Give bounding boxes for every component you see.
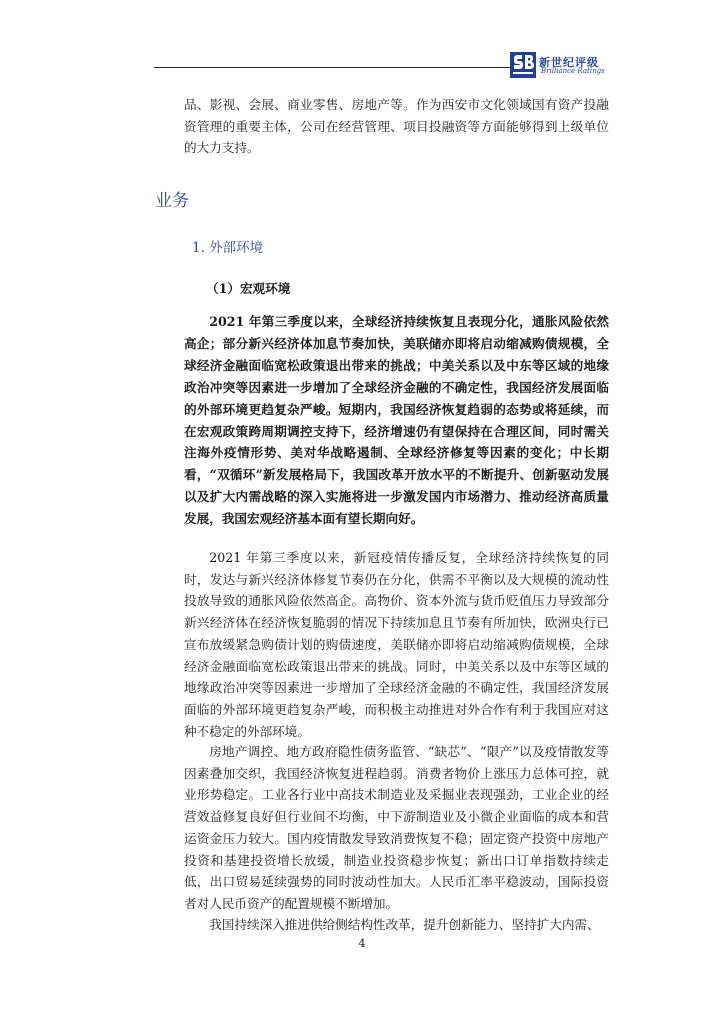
subsubsection-title: （1）宏观环境 bbox=[206, 281, 291, 296]
body-paragraph: 房地产调控、地方政府隐性债务监管、“缺芯”、“限产”以及疫情散发等因素叠加交织，我国经济恢复进程趋弱。消费者物价上涨压力总体可控，就业形势稳定。工业各行业中高技术制造业及采掘业表现强劲，工业企业的经营效益修复良好但行业间不均衡，中下游制造业及小微企业面临的成本和营运资金压力较大。国内疫情散发导致消费恢复不稳；固定资产投资中房地产投资和基建投资增长放缓，制造业投资稳步恢复；新出口订单指数持续走低，出口贸易延续强势的同时波动性加大。人民币汇率平稳波动，国际投资者对人民币资产的配置规模不断增加。 bbox=[184, 744, 609, 911]
section-title: 业务 bbox=[155, 191, 189, 211]
logo-chinese-text: 新世纪评级 bbox=[539, 56, 599, 69]
body-paragraph: 我国持续深入推进供给侧结构性改革，提升创新能力、坚持扩大内需、 bbox=[209, 917, 600, 932]
logo-english-text: Brilliance Ratings bbox=[541, 67, 605, 75]
header-rule bbox=[154, 67, 510, 68]
body-paragraph: 2021 年第三季度以来，新冠疫情传播反复，全球经济持续恢复的同时，发达与新兴经济体修复节奏仍在分化，供需不平衡以及大规模的流动性投放导致的通胀风险依然高企。高物价、资本外流与货币贬值压力导致部分新兴经济体在经济恢复脆弱的情况下持续加息且节奏有所加快，欧洲央行已宣布放缓紧急购债计划的购债速度，美联储亦即将启动缩减购债规模，全球经济金融面临宽松政策退出带来的挑战。同时，中美关系以及中东等区域的地缘政治冲突等因素进一步增加了全球经济金融的不确定性，我国经济发展面临的外部环境更趋复杂严峻，而积极主动推进对外合作有利于我国应对这种不稳定的外部环境。 bbox=[184, 550, 609, 739]
summary-paragraph: 2021 年第三季度以来，全球经济持续恢复且表现分化，通胀风险依然高企；部分新兴经济体加息节奏加快，美联储亦即将启动缩减购债规模，全球经济金融面临宽松政策退出带来的挑战；中美关系以及中东等区域的地缘政治冲突等因素进一步增加了全球经济金融的不确定性，我国经济发展面临的外部环境更趋复杂严峻。短期内，我国经济恢复趋弱的态势或将延续，而在宏观政策跨周期调控支持下，经济增速仍有望保持在合理区间，同时需关注海外疫情形势、美对华战略遏制、全球经济修复等因素的变化；中长期看，“双循环”新发展格局下，我国改革开放水平的不断提升、创新驱动发展以及扩大内需战略的深入实施将进一步激发国内市场潜力、推动经济高质量发展，我国宏观经济基本面有望长期向好。 bbox=[184, 314, 609, 527]
page-number: 4 bbox=[358, 937, 366, 950]
company-logo bbox=[510, 52, 610, 78]
subsection-title: 1. 外部环境 bbox=[192, 240, 264, 256]
logo-mark-icon bbox=[510, 52, 536, 78]
intro-paragraph: 品、影视、会展、商业零售、房地产等。作为西安市文化领域国有资产投融资管理的重要主体，公司在经营管理、项目投融资等方面能够得到上级单位的大力支持。 bbox=[184, 97, 609, 156]
